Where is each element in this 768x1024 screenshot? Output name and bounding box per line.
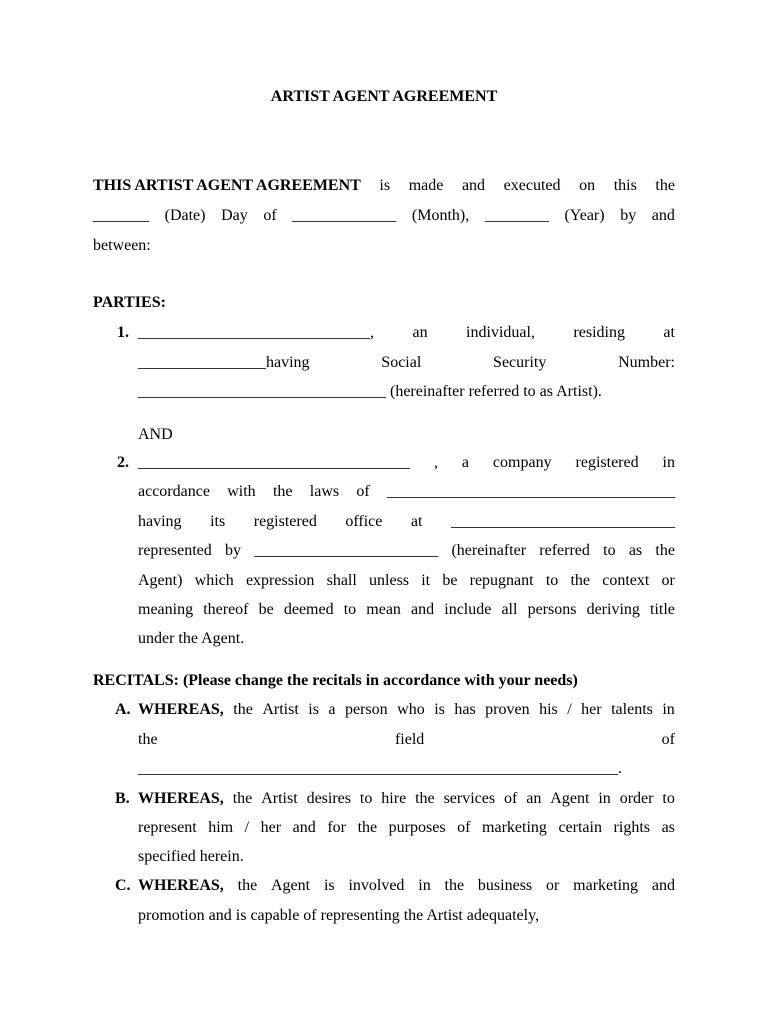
w: to: [662, 790, 675, 807]
w: laws: [309, 483, 340, 500]
w: at: [663, 324, 675, 341]
w: be: [258, 601, 274, 618]
w: his: [539, 701, 558, 718]
w: Social: [381, 354, 422, 371]
intro-line-2: [93, 206, 675, 226]
w: for: [327, 819, 346, 836]
agent-name-blank: __________________________________: [138, 454, 410, 471]
w: represented: [138, 542, 212, 559]
w: thereof: [203, 601, 249, 618]
w: or: [661, 572, 675, 589]
party-2-line-3: [138, 512, 675, 532]
w: mean: [366, 601, 401, 618]
party-2-line-2: [138, 482, 675, 502]
w: the: [272, 483, 293, 500]
w: the: [233, 701, 253, 718]
w: as: [661, 819, 675, 836]
w: in: [598, 790, 611, 807]
w: the: [655, 542, 675, 559]
w: is: [308, 701, 319, 718]
w: this: [613, 177, 637, 194]
w: is: [379, 177, 391, 194]
w: registered: [253, 513, 317, 530]
party-2-line-4: [138, 541, 675, 561]
w: Artist: [262, 701, 299, 718]
party-1-number: 1.: [117, 324, 129, 341]
recital-b-number: B.: [115, 790, 130, 807]
w: /: [244, 819, 250, 836]
w: involved: [348, 877, 405, 894]
recital-a-line-3: ____________________________________________________________.: [138, 760, 622, 777]
w: a: [461, 454, 469, 471]
w: its: [210, 513, 226, 530]
w: meaning: [138, 601, 194, 618]
w: who: [397, 701, 425, 718]
w: persons: [527, 601, 577, 618]
party-2-line-6: [138, 600, 675, 620]
document-title: ARTIST AGENT AGREEMENT: [270, 88, 498, 105]
whereas-label: WHEREAS,: [138, 877, 224, 894]
w: and: [651, 877, 675, 894]
w: proven: [485, 701, 530, 718]
w: the: [138, 731, 158, 748]
recital-c-line-2: promotion and is capable of representing the Artist adequately,: [138, 907, 540, 924]
w: accordance: [138, 483, 210, 500]
w: field: [394, 731, 425, 748]
w: in: [418, 877, 431, 894]
w: to: [545, 572, 559, 589]
w: shall: [326, 572, 357, 589]
w: as: [628, 542, 643, 559]
recital-c-line-1: [138, 876, 675, 896]
recital-b-line-2: [138, 818, 675, 838]
w: has: [454, 701, 476, 718]
w: (hereinafter: [451, 542, 527, 559]
w: marketing: [573, 877, 639, 894]
w: the: [232, 790, 253, 807]
w: deemed: [283, 601, 334, 618]
w: registered: [575, 454, 639, 471]
w: Agent): [138, 572, 183, 589]
w: the: [357, 819, 378, 836]
recital-b-line-3: specified herein.: [138, 848, 244, 865]
w: unless: [369, 572, 410, 589]
w: Security: [493, 354, 547, 371]
w: of: [263, 207, 277, 224]
month-blank: _____________: [292, 207, 397, 224]
w: Number:: [618, 354, 675, 371]
recital-b-line-1: [138, 789, 675, 809]
representative-blank: _______________________: [254, 542, 439, 559]
w: Day: [221, 207, 248, 224]
w: on: [579, 177, 596, 194]
w: with: [227, 483, 256, 500]
w: her: [260, 819, 282, 836]
w: is: [323, 877, 335, 894]
date-blank: _______: [93, 207, 149, 224]
w: having: [138, 513, 182, 530]
w: desires: [306, 790, 351, 807]
w: title: [650, 601, 675, 618]
w: individual,: [466, 324, 535, 341]
w: the: [444, 877, 465, 894]
w: which: [194, 572, 234, 589]
w: (Year): [564, 207, 605, 224]
w: (Month),: [411, 207, 470, 224]
w: of: [457, 819, 471, 836]
w: person: [345, 701, 388, 718]
w: be: [442, 572, 458, 589]
w: to: [343, 601, 357, 618]
w: company: [492, 454, 552, 471]
w: and: [651, 207, 675, 224]
w: office: [345, 513, 383, 530]
w: an: [412, 324, 428, 341]
recital-c-number: C.: [115, 877, 131, 894]
office-address-blank: ____________________________: [450, 513, 675, 530]
w: by: [224, 542, 241, 559]
w: of: [504, 790, 518, 807]
w: services: [443, 790, 496, 807]
w: context: [602, 572, 650, 589]
w: repugnant: [469, 572, 534, 589]
party-1-line-1: [138, 323, 675, 343]
artist-address-blank: ________________having: [138, 354, 310, 371]
w: in: [662, 454, 675, 471]
w: (Date): [164, 207, 206, 224]
w: expression: [245, 572, 315, 589]
whereas-label: WHEREAS,: [138, 790, 224, 807]
w: of: [661, 731, 675, 748]
w: is: [434, 701, 445, 718]
parties-heading: PARTIES:: [93, 294, 166, 311]
w: of: [356, 483, 370, 500]
w: or: [545, 877, 560, 894]
w: and: [411, 601, 435, 618]
w: her: [581, 701, 602, 718]
jurisdiction-blank: ____________________________________: [387, 483, 675, 500]
recital-a-line-1: [138, 700, 675, 720]
w: all: [501, 601, 518, 618]
artist-name-blank: _____________________________,: [138, 324, 374, 341]
year-blank: ________: [484, 207, 549, 224]
w: purposes: [388, 819, 446, 836]
intro-bold-lead: THIS ARTIST AGENT AGREEMENT: [93, 177, 361, 194]
w: /: [567, 701, 572, 718]
w: in: [662, 701, 675, 718]
w: and: [292, 819, 316, 836]
w: include: [444, 601, 492, 618]
w: to: [359, 790, 373, 807]
w: the: [237, 877, 258, 894]
w: Agent: [550, 790, 590, 807]
w: Artist: [261, 790, 298, 807]
w: certain: [558, 819, 602, 836]
w: hire: [381, 790, 407, 807]
w: the: [415, 790, 435, 807]
w: talents: [611, 701, 653, 718]
party-2-number: 2.: [117, 454, 129, 471]
w: rights: [613, 819, 650, 836]
w: deriving: [586, 601, 640, 618]
w: by: [620, 207, 637, 224]
and-label: AND: [138, 426, 173, 443]
recital-a-number: A.: [115, 701, 131, 718]
party-2-line-5: [138, 571, 675, 591]
w: represent: [138, 819, 197, 836]
w: the: [570, 572, 591, 589]
intro-line-1: [93, 176, 675, 196]
w: order: [619, 790, 654, 807]
recital-a-line-2: [138, 730, 675, 750]
w: a: [328, 701, 336, 718]
party-2-line-1: [138, 453, 675, 473]
w: made: [408, 177, 444, 194]
party-1-line-3: _______________________________ (hereinafter referred to as Artist).: [138, 383, 602, 400]
recitals-heading: RECITALS: (Please change the recitals in accordance with your needs): [93, 672, 578, 689]
w: residing: [573, 324, 625, 341]
intro-line-3: between:: [93, 237, 151, 254]
w: it: [421, 572, 431, 589]
party-1-line-2: [138, 353, 675, 373]
w: ,: [433, 454, 438, 471]
w: and: [461, 177, 486, 194]
w: business: [477, 877, 533, 894]
w: at: [410, 513, 423, 530]
party-2-line-7: under the Agent.: [138, 630, 245, 647]
whereas-label: WHEREAS,: [138, 701, 224, 718]
w: an: [526, 790, 542, 807]
w: Agent: [271, 877, 311, 894]
w: to: [603, 542, 616, 559]
w: him: [208, 819, 234, 836]
w: the: [655, 177, 675, 194]
w: referred: [539, 542, 590, 559]
w: executed: [503, 177, 561, 194]
w: marketing: [482, 819, 547, 836]
